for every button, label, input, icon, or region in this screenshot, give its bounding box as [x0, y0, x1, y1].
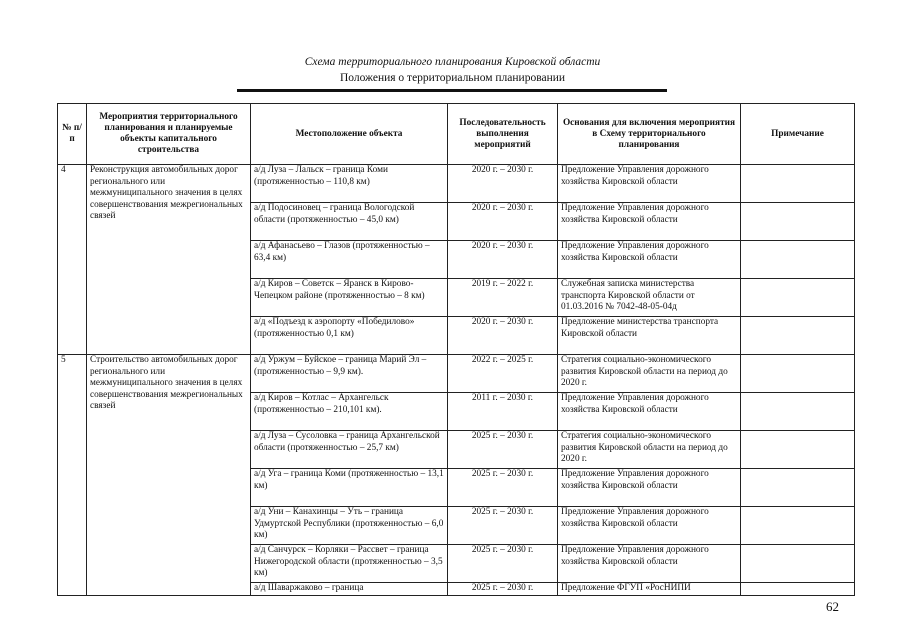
- row-basis: Служебная записка министерства транспорта Кировской области от 01.03.2016 № 7042-48-05-04д: [558, 279, 741, 317]
- row-location: а/д Уржум – Буйское – граница Марий Эл – (протяженностью – 9,9 км).: [251, 355, 448, 393]
- row-period: 2020 г. – 2030 г.: [448, 317, 558, 355]
- row-location: а/д Уни – Канахинцы – Уть – граница Удмуртской Республики (протяженностью – 6,0 км): [251, 507, 448, 545]
- table-row: [58, 355, 855, 393]
- row-note: [741, 507, 855, 545]
- row-period: 2011 г. – 2030 г.: [448, 393, 558, 431]
- row-note: [741, 393, 855, 431]
- row-location: а/д Киров – Котлас – Архангельск (протяженностью – 210,101 км).: [251, 393, 448, 431]
- row-basis: Предложение министерства транспорта Кировской области: [558, 317, 741, 355]
- row-location: а/д Подосиновец – граница Вологодской области (протяженностью – 45,0 км): [251, 203, 448, 241]
- title-rule: [237, 89, 667, 92]
- row-period: 2020 г. – 2030 г.: [448, 165, 558, 203]
- row-note: [741, 165, 855, 203]
- row-period: 2025 г. – 2030 г.: [448, 469, 558, 507]
- row-location: а/д Санчурск – Корляки – Рассвет – граница Нижегородской области (протяженностью – 3,5 км): [251, 545, 448, 583]
- row-basis: Предложение Управления дорожного хозяйства Кировской области: [558, 165, 741, 203]
- document-title: Схема территориального планирования Кировской области: [304, 56, 601, 68]
- page-number: 62: [826, 599, 839, 614]
- row-location: а/д Киров – Советск – Яранск в Кирово-Чепецком районе (протяженностью – 8 км): [251, 279, 448, 317]
- row-note: [741, 431, 855, 469]
- row-location: а/д Уга – граница Коми (протяженностью – 13,1 км): [251, 469, 448, 507]
- row-basis: Предложение Управления дорожного хозяйства Кировской области: [558, 203, 741, 241]
- row-basis: Предложение Управления дорожного хозяйства Кировской области: [558, 545, 741, 583]
- group-activity: Строительство автомобильных дорог регионального или межмуниципального значения в целях совершенствования межрегиональных связей: [87, 355, 251, 596]
- row-note: [741, 317, 855, 355]
- header-number: № п/п: [58, 104, 87, 165]
- row-note: [741, 583, 855, 596]
- row-location: а/д «Подъезд к аэропорту «Победилово» (протяженностью 0,1 км): [251, 317, 448, 355]
- header-activity: Мероприятия территориального планирования и планируемые объекты капитального строительства: [87, 104, 251, 165]
- row-period: 2022 г. – 2025 г.: [448, 355, 558, 393]
- row-basis: Предложение ФГУП «РосНИПИ: [558, 583, 741, 596]
- row-note: [741, 545, 855, 583]
- row-basis: Предложение Управления дорожного хозяйства Кировской области: [558, 241, 741, 279]
- row-period: 2020 г. – 2030 г.: [448, 203, 558, 241]
- row-note: [741, 241, 855, 279]
- row-period: 2020 г. – 2030 г.: [448, 241, 558, 279]
- row-note: [741, 355, 855, 393]
- row-note: [741, 279, 855, 317]
- group-number: 5: [58, 355, 87, 596]
- row-note: [741, 203, 855, 241]
- row-note: [741, 469, 855, 507]
- row-location: а/д Луза – Лальск – граница Коми (протяженностью – 110,8 км): [251, 165, 448, 203]
- header-note: Примечание: [741, 104, 855, 165]
- row-basis: Предложение Управления дорожного хозяйства Кировской области: [558, 393, 741, 431]
- row-period: 2025 г. – 2030 г.: [448, 545, 558, 583]
- header-basis: Основания для включения мероприятия в Схему территориального планирования: [558, 104, 741, 165]
- row-location: а/д Шаваржаково – граница: [251, 583, 448, 596]
- row-basis: Стратегия социально-экономического развития Кировской области на период до 2020 г.: [558, 431, 741, 469]
- table-row: [58, 165, 855, 203]
- row-period: 2025 г. – 2030 г.: [448, 583, 558, 596]
- header-location: Местоположение объекта: [251, 104, 448, 165]
- table-header-row: [58, 104, 855, 165]
- row-location: а/д Афанасьево – Глазов (протяженностью – 63,4 км): [251, 241, 448, 279]
- row-basis: Предложение Управления дорожного хозяйства Кировской области: [558, 507, 741, 545]
- row-basis: Стратегия социально-экономического развития Кировской области на период до 2020 г.: [558, 355, 741, 393]
- planning-table: [57, 103, 855, 596]
- group-number: 4: [58, 165, 87, 355]
- document-subtitle: Положения о территориальном планировании: [339, 72, 566, 84]
- row-period: 2025 г. – 2030 г.: [448, 507, 558, 545]
- group-activity: Реконструкция автомобильных дорог регионального или межмуниципального значения в целях совершенствования межрегиональных связей: [87, 165, 251, 355]
- row-location: а/д Луза – Сусоловка – граница Архангельской области (протяженностью – 25,7 км): [251, 431, 448, 469]
- row-basis: Предложение Управления дорожного хозяйства Кировской области: [558, 469, 741, 507]
- row-period: 2025 г. – 2030 г.: [448, 431, 558, 469]
- row-period: 2019 г. – 2022 г.: [448, 279, 558, 317]
- header-period: Последовательность выполнения мероприятий: [448, 104, 558, 165]
